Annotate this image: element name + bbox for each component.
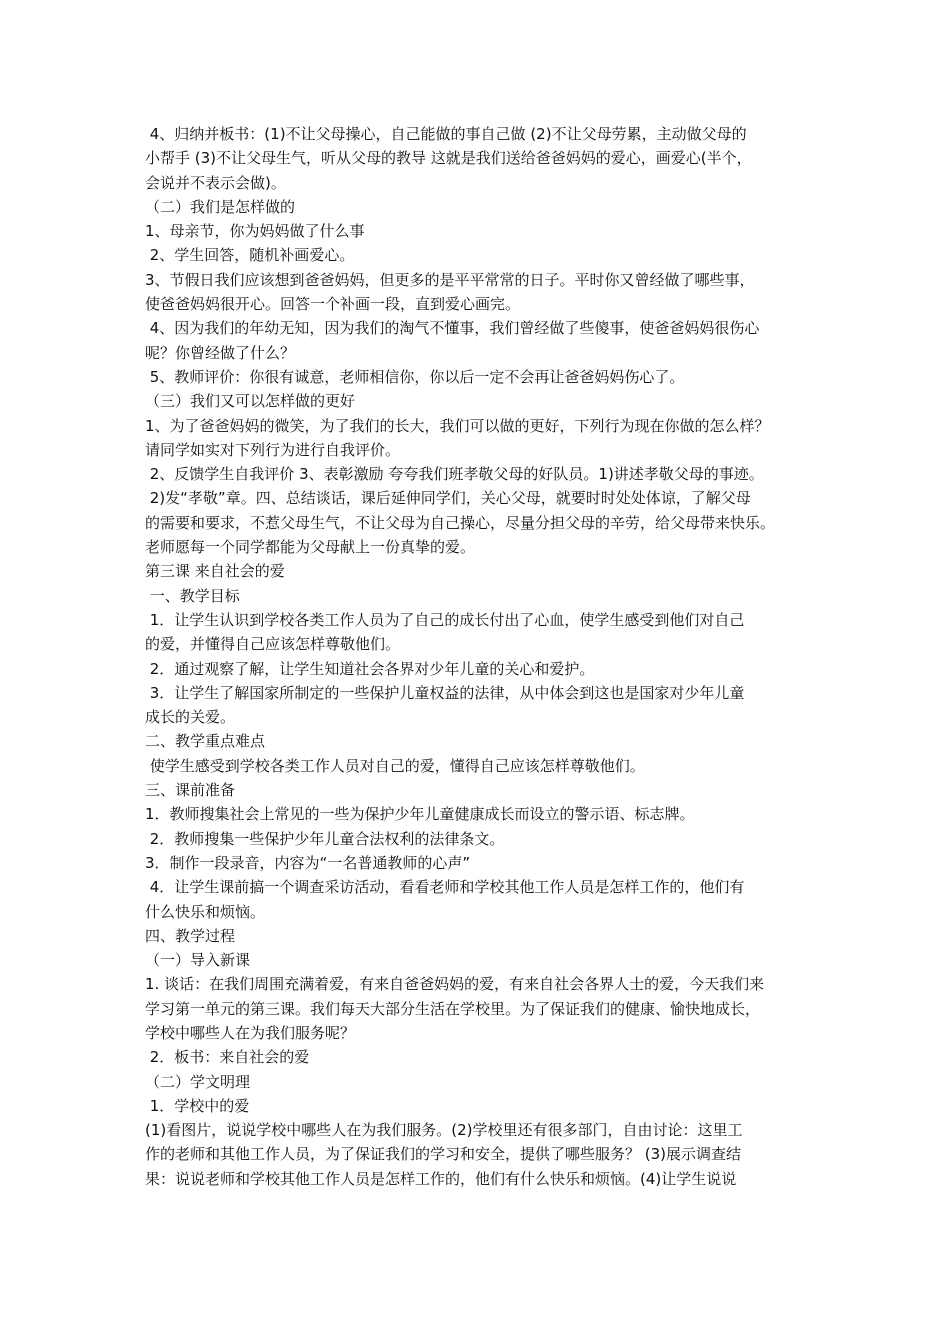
text-line: 4．让学生课前搞一个调查采访活动，看看老师和学校其他工作人员是怎样工作的，他们有 <box>145 878 745 897</box>
text-line: 1. 谈话：在我们周围充满着爱，有来自爸爸妈妈的爱，有来自社会各界人士的爱，今天我们来 <box>145 975 765 994</box>
text-line: 2．板书：来自社会的爱 <box>145 1048 310 1067</box>
text-line: 2)发“孝敬”章。四、总结谈话，课后延伸同学们，关心父母，就要时时处处体谅，了解父母 <box>145 489 751 508</box>
lesson-title: 第三课 来自社会的爱 <box>145 562 285 581</box>
text-line: 的需要和要求，不惹父母生气，不让父母为自己操心，尽量分担父母的辛劳，给父母带来快乐。 <box>145 513 776 532</box>
text-line: 4、因为我们的年幼无知，因为我们的淘气不懂事，我们曾经做了些傻事，使爸爸妈妈很伤心 <box>145 319 760 338</box>
text-line: 学校中哪些人在为我们服务呢？ <box>145 1023 356 1042</box>
text-line: 果：说说老师和学校其他工作人员是怎样工作的，他们有什么快乐和烦恼。(4)让学生说说 <box>145 1169 737 1188</box>
section-heading: 三、课前准备 <box>145 781 236 800</box>
text-line: 3．制作一段录音，内容为“一名普通教师的心声” <box>145 853 471 872</box>
text-line: 学习第一单元的第三课。我们每天大部分生活在学校里。为了保证我们的健康、愉快地成长， <box>145 999 761 1018</box>
text-line: 1、母亲节，你为妈妈做了什么事 <box>145 222 365 241</box>
text-line: 2．通过观察了解，让学生知道社会各界对少年儿童的关心和爱护。 <box>145 659 595 678</box>
text-line: (1)看图片，说说学校中哪些人在为我们服务。(2)学校里还有很多部门，自由讨论：这里工 <box>145 1121 743 1140</box>
text-line: 3、节假日我们应该想到爸爸妈妈，但更多的是平平常常的日子。平时你又曾经做了哪些事， <box>145 270 755 289</box>
text-line: 小帮手 (3)不让父母生气，听从父母的教导 这就是我们送给爸爸妈妈的爱心，画爱心(半个， <box>145 149 752 168</box>
text-line: 作的老师和其他工作人员，为了保证我们的学习和安全，提供了哪些服务？ (3)展示调查结 <box>145 1145 742 1164</box>
section-heading: （一）导入新课 <box>145 951 251 970</box>
section-heading: 一、教学目标 <box>145 586 240 605</box>
section-heading: （三）我们又可以怎样做的更好 <box>145 392 356 411</box>
section-heading: （二）学文明理 <box>145 1072 251 1091</box>
text-line: 2．教师搜集一些保护少年儿童合法权利的法律条文。 <box>145 829 505 848</box>
text-line: 成长的关爱。 <box>145 708 236 727</box>
text-line: 老师愿每一个同学都能为父母献上一份真挚的爱。 <box>145 538 476 557</box>
text-line: 3．让学生了解国家所制定的一些保护儿童权益的法律，从中体会到这也是国家对少年儿童 <box>145 683 745 702</box>
text-line: 4、归纳并板书：(1)不让父母操心，自己能做的事自己做 (2)不让父母劳累，主动做父母的 <box>145 125 747 143</box>
text-line: 什么快乐和烦恼。 <box>145 902 266 921</box>
section-heading: 二、教学重点难点 <box>145 732 266 751</box>
text-line: 使爸爸妈妈很开心。回答一个补画一段，直到爱心画完。 <box>145 295 521 314</box>
text-line: 会说并不表示会做)。 <box>145 173 286 192</box>
section-heading: （二）我们是怎样做的 <box>145 197 296 216</box>
text-line: 请同学如实对下列行为进行自我评价。 <box>145 440 401 459</box>
text-line: 1、为了爸爸妈妈的微笑，为了我们的长大，我们可以做的更好，下列行为现在你做的怎么样？ <box>145 416 770 435</box>
text-line: 1．让学生认识到学校各类工作人员为了自己的成长付出了心血，使学生感受到他们对自己 <box>145 610 745 629</box>
text-line: 2、学生回答，随机补画爱心。 <box>145 246 355 265</box>
text-line: 的爱，并懂得自己应该怎样尊敬他们。 <box>145 635 401 654</box>
text-line: 1．学校中的爱 <box>145 1096 250 1115</box>
text-line: 使学生感受到学校各类工作人员对自己的爱，懂得自己应该怎样尊敬他们。 <box>145 756 645 775</box>
section-heading: 四、教学过程 <box>145 926 236 945</box>
text-line: 呢？你曾经做了什么？ <box>145 343 296 362</box>
document-page <box>145 122 820 1191</box>
text-line: 1．教师搜集社会上常见的一些为保护少年儿童健康成长而设立的警示语、标志牌。 <box>145 805 695 824</box>
text-line: 2、反馈学生自我评价 3、表彰激励 夸夸我们班孝敬父母的好队员。1)讲述孝敬父母的事迹。 <box>145 465 764 484</box>
text-line: 5、教师评价：你很有诚意，老师相信你，你以后一定不会再让爸爸妈妈伤心了。 <box>145 367 685 386</box>
